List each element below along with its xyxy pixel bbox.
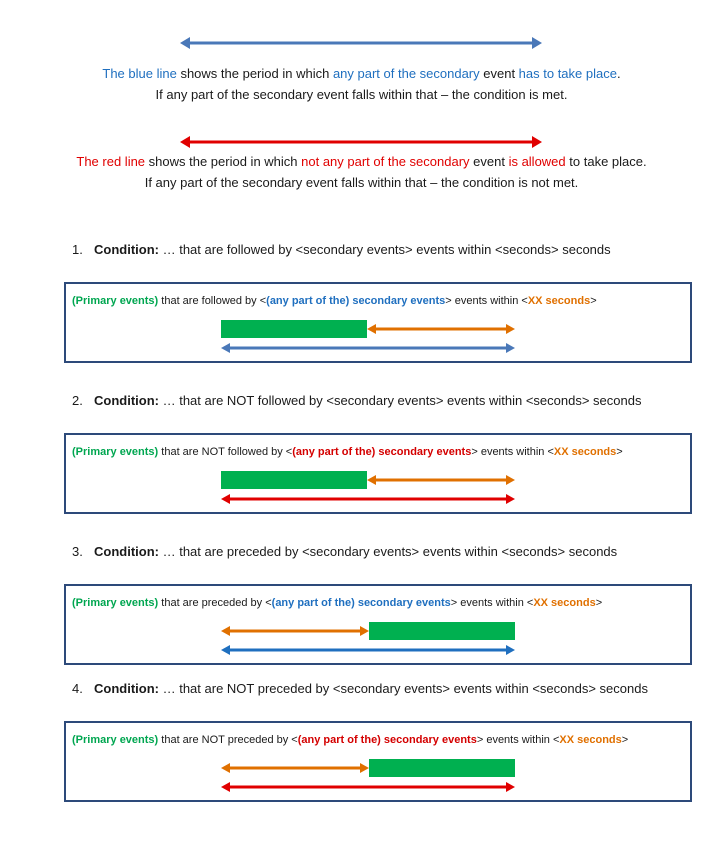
- time-window-arrow: [367, 323, 515, 335]
- condition-2-box-text: [72, 445, 623, 459]
- text-segment: shows the period in which: [176, 66, 333, 81]
- text-segment: (any part of the) secondary events: [292, 446, 472, 458]
- time-window-arrow: [221, 625, 369, 637]
- condition-number: 2.: [72, 393, 83, 408]
- condition-1-box: [64, 282, 692, 363]
- condition-3-box-text: [72, 596, 602, 610]
- condition-2-heading: [72, 393, 641, 409]
- red-legend-line1: [0, 154, 723, 170]
- text-segment: (Primary events): [72, 597, 159, 609]
- condition-number: 3.: [72, 544, 83, 559]
- text-segment: > events within <: [450, 597, 534, 609]
- text-segment: that are NOT preceded by <: [158, 734, 298, 746]
- text-segment: event: [469, 154, 509, 169]
- text-segment: is allowed: [508, 154, 566, 169]
- text-segment: (any part of the) secondary events: [271, 597, 451, 609]
- primary-event-bar: [221, 471, 367, 489]
- text-segment: that are followed by <: [158, 295, 267, 307]
- blue-legend-line1: [0, 66, 723, 82]
- time-window-arrow: [221, 762, 369, 774]
- condition-label: Condition:: [94, 242, 159, 257]
- condition-label: Condition:: [94, 544, 159, 559]
- primary-event-bar: [221, 320, 367, 338]
- primary-event-bar: [369, 622, 515, 640]
- text-segment: that are preceded by <: [158, 597, 272, 609]
- text-segment: The red line: [76, 154, 146, 169]
- condition-text: … that are followed by <secondary events> events within <seconds> seconds: [158, 242, 611, 257]
- condition-text: … that are NOT followed by <secondary events> events within <seconds> seconds: [158, 393, 642, 408]
- text-segment: XX seconds: [527, 295, 591, 307]
- condition-window-arrow: [221, 342, 515, 354]
- red-legend-arrow: [180, 135, 542, 149]
- text-segment: not any part of the secondary: [301, 154, 470, 169]
- text-segment: to take place.: [565, 154, 647, 169]
- blue-legend-arrow: [180, 36, 542, 50]
- condition-text: … that are NOT preceded by <secondary events> events within <seconds> seconds: [158, 681, 648, 696]
- text-segment: XX seconds: [553, 446, 617, 458]
- condition-number: 4.: [72, 681, 83, 696]
- condition-2-box: [64, 433, 692, 514]
- condition-3-heading: [72, 544, 617, 560]
- text-segment: any part of the secondary: [332, 66, 480, 81]
- condition-number: 1.: [72, 242, 83, 257]
- text-segment: (any part of the) secondary events: [297, 734, 477, 746]
- text-segment: event: [479, 66, 519, 81]
- time-window-arrow: [367, 474, 515, 486]
- text-segment: >: [616, 446, 623, 458]
- primary-event-bar: [369, 759, 515, 777]
- text-segment: >: [590, 295, 597, 307]
- red-legend-line2: If any part of the secondary event falls within that – the condition is not met.: [144, 175, 579, 190]
- condition-label: Condition:: [94, 681, 159, 696]
- text-segment: has to take place: [518, 66, 617, 81]
- text-segment: > events within <: [445, 295, 528, 307]
- condition-window-arrow: [221, 644, 515, 656]
- text-segment: that are NOT followed by <: [158, 446, 293, 458]
- text-segment: >: [621, 734, 629, 746]
- text-segment: XX seconds: [533, 597, 596, 609]
- condition-text: … that are preceded by <secondary events> events within <seconds> seconds: [158, 544, 618, 559]
- text-segment: > events within <: [471, 446, 554, 458]
- text-segment: .: [616, 66, 621, 81]
- condition-4-heading: [72, 681, 648, 697]
- condition-1-heading: [72, 242, 611, 258]
- condition-3-box: [64, 584, 692, 665]
- text-segment: XX seconds: [559, 734, 622, 746]
- text-segment: (any part of the) secondary events: [266, 295, 446, 307]
- blue-legend-line2: If any part of the secondary event falls within that – the condition is met.: [155, 87, 568, 102]
- condition-window-arrow: [221, 781, 515, 793]
- text-segment: shows the period in which: [145, 154, 302, 169]
- text-segment: The blue line: [102, 66, 177, 81]
- condition-label: Condition:: [94, 393, 159, 408]
- condition-4-box: [64, 721, 692, 802]
- text-segment: > events within <: [476, 734, 560, 746]
- text-segment: >: [595, 597, 603, 609]
- text-segment: (Primary events): [72, 295, 159, 307]
- condition-4-box-text: [72, 733, 628, 747]
- text-segment: (Primary events): [72, 734, 159, 746]
- condition-1-box-text: [72, 294, 597, 308]
- text-segment: (Primary events): [72, 446, 159, 458]
- condition-window-arrow: [221, 493, 515, 505]
